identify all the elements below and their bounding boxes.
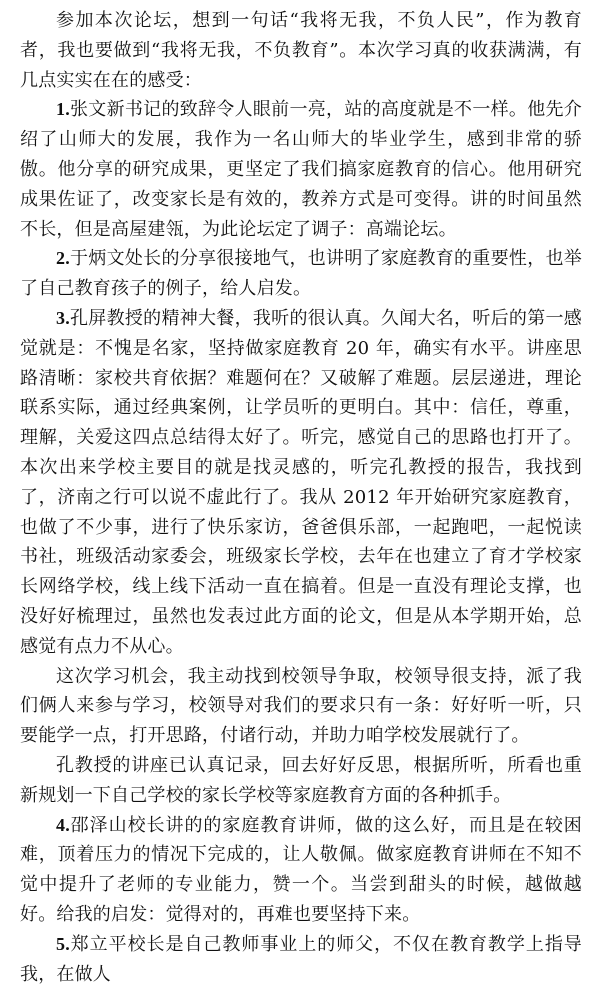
paragraph-number: 2.	[56, 248, 70, 269]
document-body	[20, 6, 582, 989]
paragraph-text: 参加本次论坛，想到一句话“我将无我，不负人民”，作为教育者，我也要做到“我将无我，不负教育”。本次学习真的收获满满，有几点实实在在的感受：	[20, 10, 582, 91]
paragraph-lecture-notes	[20, 751, 582, 811]
paragraph-number: 1.	[56, 99, 70, 120]
paragraph-text: 孔屏教授的精神大餐，我听的很认真。久闻大名，听后的第一感觉就是：不愧是名家，坚持做家庭教育 20 年，确实有水平。讲座思路清晰：家校共育依据？难题何在？又破解了难题。层层递进，理论联系实际，通过经典案例，让学员听的更明白。其中：信任，尊重，理解，关爱这四点总结得太好了。听完，感觉自己的思路也打开了。本次出来学校主要目的就是找灵感的，听完孔教授的报告，我找到了，济南之行可以说不虚此行了。我从 2012 年开始研究家庭教育，也做了不少事，进行了快乐家访，爸爸俱乐部，一起跑吧，一起悦读书社，班级活动家委会，班级家长学校，去年在也建立了育才学校家长网络学校，线上线下活动一直在搞着。但是一直没有理论支撑，也没好好梳理过，虽然也发表过此方面的论文，但是从本学期开始，总感觉有点力不从心。	[20, 307, 582, 657]
paragraph-text: 张文新书记的致辞令人眼前一亮，站的高度就是不一样。他先介绍了山师大的发展，我作为一名山师大的毕业学生，感到非常的骄傲。他分享的研究成果，更坚定了我们搞家庭教育的信心。他用研究成果佐证了，改变家长是有效的，教养方式是可变得。讲的时间虽然不长，但是高屋建瓴，为此论坛定了调子：高端论坛。	[20, 99, 582, 240]
paragraph-study-opportunity	[20, 662, 582, 751]
paragraph-number: 3.	[56, 307, 70, 328]
paragraph-text: 孔教授的讲座已认真记录，回去好好反思，根据所听，所看也重新规划一下自己学校的家长学校等家庭教育方面的各种抓手。	[20, 754, 582, 806]
paragraph-text: 郑立平校长是自己教师事业上的师父，不仅在教育教学上指导我，在做人	[20, 933, 582, 985]
paragraph-text: 于炳文处长的分享很接地气，也讲明了家庭教育的重要性，也举了自己教育孩子的例子，给人启发。	[20, 248, 582, 300]
paragraph-point-5	[20, 930, 582, 989]
paragraph-point-1	[20, 95, 582, 244]
paragraph-number: 5.	[56, 933, 70, 954]
paragraph-text: 这次学习机会，我主动找到校领导争取，校领导很支持，派了我们俩人来参与学习，校领导对我们的要求只有一条：好好听一听，只要能学一点，打开思路，付诸行动，并助力咱学校发展就行了。	[20, 665, 582, 747]
paragraph-text: 邵泽山校长讲的的家庭教育讲师，做的这么好，而且是在较困难，顶着压力的情况下完成的，让人敬佩。做家庭教育讲师在不知不觉中提升了老师的专业能力，赞一个。当尝到甜头的时候，越做越好。给我的启发：觉得对的，再难也要坚持下来。	[20, 814, 582, 925]
paragraph-intro	[20, 6, 582, 95]
paragraph-point-2	[20, 244, 582, 304]
paragraph-point-4	[20, 811, 582, 930]
paragraph-point-3	[20, 304, 582, 662]
paragraph-number: 4.	[56, 814, 70, 835]
